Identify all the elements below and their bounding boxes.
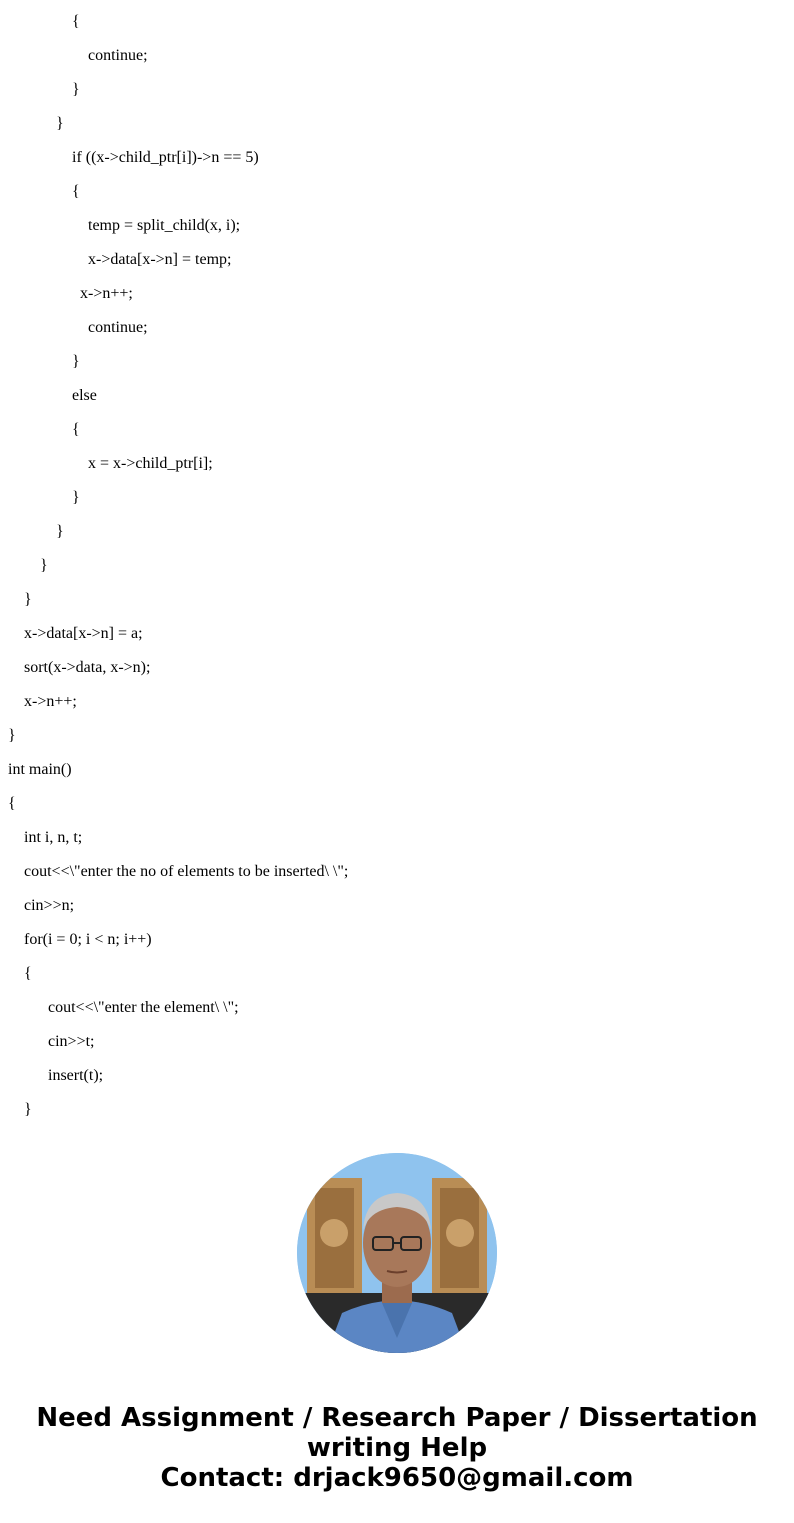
code-line: cout<<\"enter the element\ \"; <box>48 999 239 1016</box>
code-line: } <box>24 1101 32 1118</box>
code-line: for(i = 0; i < n; i++) <box>24 931 152 948</box>
promo-banner <box>0 1403 794 1493</box>
code-line: int i, n, t; <box>24 829 83 846</box>
code-line: else <box>72 387 97 404</box>
code-line: cin>>n; <box>24 897 75 914</box>
code-line: } <box>56 523 64 540</box>
code-line: x = x->child_ptr[i]; <box>88 455 213 472</box>
code-line: } <box>40 557 48 574</box>
promo-line-2: writing Help <box>306 1433 488 1463</box>
code-line: } <box>72 81 80 98</box>
code-line: } <box>72 489 80 506</box>
code-line: if ((x->child_ptr[i])->n == 5) <box>72 149 259 166</box>
code-line: int main() <box>8 761 72 778</box>
code-line: continue; <box>88 47 148 64</box>
code-line: { <box>72 421 80 438</box>
code-line: { <box>72 13 80 30</box>
promo-contact: Contact: drjack9650@gmail.com <box>160 1463 634 1493</box>
promo-line-1: Need Assignment / Research Paper / Dissertation <box>36 1403 758 1433</box>
code-line: temp = split_child(x, i); <box>88 217 241 234</box>
author-avatar <box>297 1153 497 1353</box>
code-line: { <box>8 795 16 812</box>
code-line: continue; <box>88 319 148 336</box>
author-portrait-illustration <box>297 1153 497 1353</box>
code-line: } <box>8 727 16 744</box>
code-line: x->data[x->n] = temp; <box>88 251 232 268</box>
code-line: x->n++; <box>24 693 77 710</box>
code-line: sort(x->data, x->n); <box>24 659 151 676</box>
code-line: insert(t); <box>48 1067 104 1084</box>
code-line: x->n++; <box>80 285 133 302</box>
code-line: cout<<\"enter the no of elements to be inserted\ \"; <box>24 863 349 880</box>
code-line: } <box>72 353 80 370</box>
code-line: { <box>72 183 80 200</box>
code-line: x->data[x->n] = a; <box>24 625 143 642</box>
code-line: cin>>t; <box>48 1033 95 1050</box>
code-line: } <box>56 115 64 132</box>
code-line: } <box>24 591 32 608</box>
code-line: { <box>24 965 32 982</box>
